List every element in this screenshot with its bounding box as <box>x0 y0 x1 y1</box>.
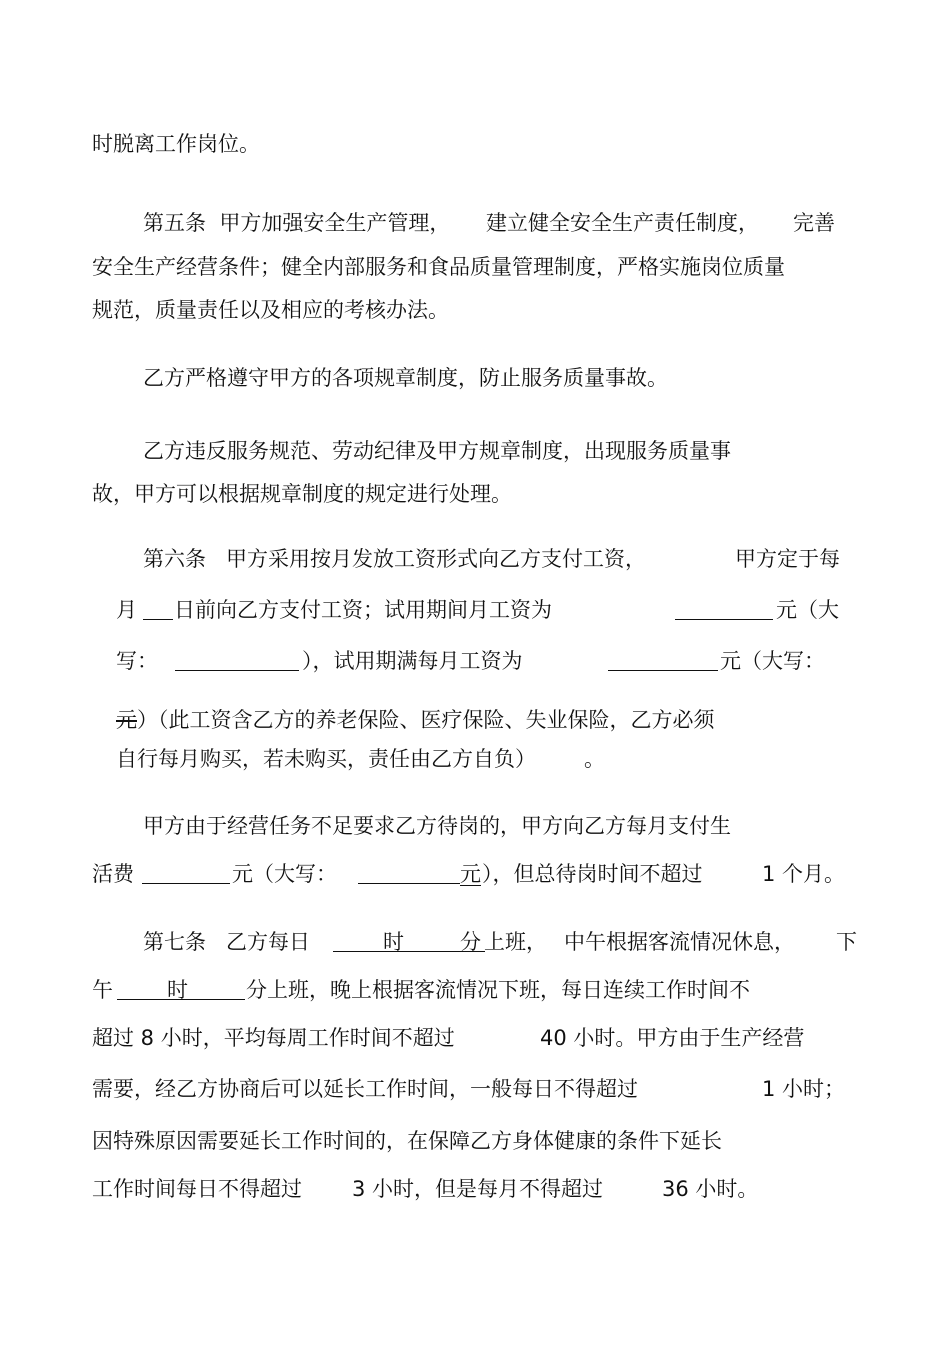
article-5-line-1c: 完善 <box>793 211 835 235</box>
article-6-line-3c: 元（大写： <box>720 649 825 673</box>
article-7-minute-label: 分 <box>460 930 481 954</box>
article-5-line-1a: 第五条 甲方加强安全生产管理， <box>143 211 451 235</box>
article-6-line-1a: 第六条 甲方采用按月发放工资形式向乙方支付工资， <box>143 547 647 571</box>
party-b-violation-line-2: 故，甲方可以根据规章制度的规定进行处理。 <box>92 482 512 506</box>
probation-salary-blank <box>675 597 773 620</box>
article-5-line-3: 规范，质量责任以及相应的考核办法。 <box>92 298 449 322</box>
article-7-line-1f: 下 <box>836 930 857 954</box>
article-6-line-5b: 。 <box>584 747 605 771</box>
article-6-line-1b: 甲方定于每 <box>735 547 840 571</box>
article-7-line-6b: 3 小时，但是每月不得超过 <box>352 1177 604 1201</box>
probation-salary-words-blank <box>175 648 299 671</box>
standby-line-1: 甲方由于经营任务不足要求乙方待岗的，甲方向乙方每月支付生 <box>143 814 731 838</box>
regular-salary-blank <box>608 648 718 671</box>
article-7-line-1e: 中午根据客流情况休息， <box>564 930 795 954</box>
article-7-line-4a: 需要，经乙方协商后可以延长工作时间，一般每日不得超过 <box>92 1077 638 1101</box>
standby-line-2a: 活费 <box>92 862 134 886</box>
article-7-line-2c: 分上班，晚上根据客流情况下班，每日连续工作时间不 <box>246 978 750 1002</box>
standby-line-2d: ），但总待岗时间不超过 <box>482 862 703 886</box>
article-7-hour-label: 时 <box>383 930 404 954</box>
living-allowance-blank <box>142 861 230 884</box>
standby-line-2e: 1 个月。 <box>762 862 846 886</box>
paragraph-continuation: 时脱离工作岗位。 <box>92 132 260 156</box>
article-7-line-3b: 40 小时。甲方由于生产经营 <box>540 1026 805 1050</box>
article-6-line-2a: 月 <box>116 598 137 622</box>
article-5-line-1b: 建立健全安全生产责任制度， <box>486 211 759 235</box>
article-7-line-1a: 第七条 乙方每日 <box>143 930 311 954</box>
article-7-line-4b: 1 小时； <box>762 1077 846 1101</box>
article-7-line-1d: 上班， <box>484 930 547 954</box>
party-b-compliance: 乙方严格遵守甲方的各项规章制度，防止服务质量事故。 <box>143 366 668 390</box>
article-6-line-2c: 元（大 <box>776 598 839 622</box>
standby-line-2c: 元 <box>460 862 481 886</box>
article-6-line-4a: 元 <box>116 708 137 732</box>
article-5-line-2: 安全生产经营条件；健全内部服务和食品质量管理制度，严格实施岗位质量 <box>92 255 785 279</box>
article-7-afternoon-hour: 时 <box>167 978 188 1002</box>
article-6-line-3b: ），试用期满每月工资为 <box>302 649 523 673</box>
article-6-line-5a: 自行每月购买，若未购买，责任由乙方自负） <box>116 747 536 771</box>
standby-line-2b: 元（大写： <box>232 862 337 886</box>
article-6-line-4b: ）（此工资含乙方的养老保险、医疗保险、失业保险，乙方必须 <box>137 708 715 732</box>
article-7-line-6a: 工作时间每日不得超过 <box>92 1177 302 1201</box>
article-7-line-5: 因特殊原因需要延长工作时间的，在保障乙方身体健康的条件下延长 <box>92 1129 722 1153</box>
pay-day-blank <box>143 597 173 620</box>
article-7-line-3a: 超过 8 小时，平均每周工作时间不超过 <box>92 1026 455 1050</box>
living-allowance-words-blank <box>358 861 460 884</box>
article-6-line-3a: 写： <box>116 649 158 673</box>
party-b-violation-line-1: 乙方违反服务规范、劳动纪律及甲方规章制度，出现服务质量事 <box>143 439 731 463</box>
article-7-line-6c: 36 小时。 <box>662 1177 759 1201</box>
article-6-line-2b: 日前向乙方支付工资；试用期间月工资为 <box>174 598 552 622</box>
article-7-line-2a: 午 <box>92 978 113 1002</box>
